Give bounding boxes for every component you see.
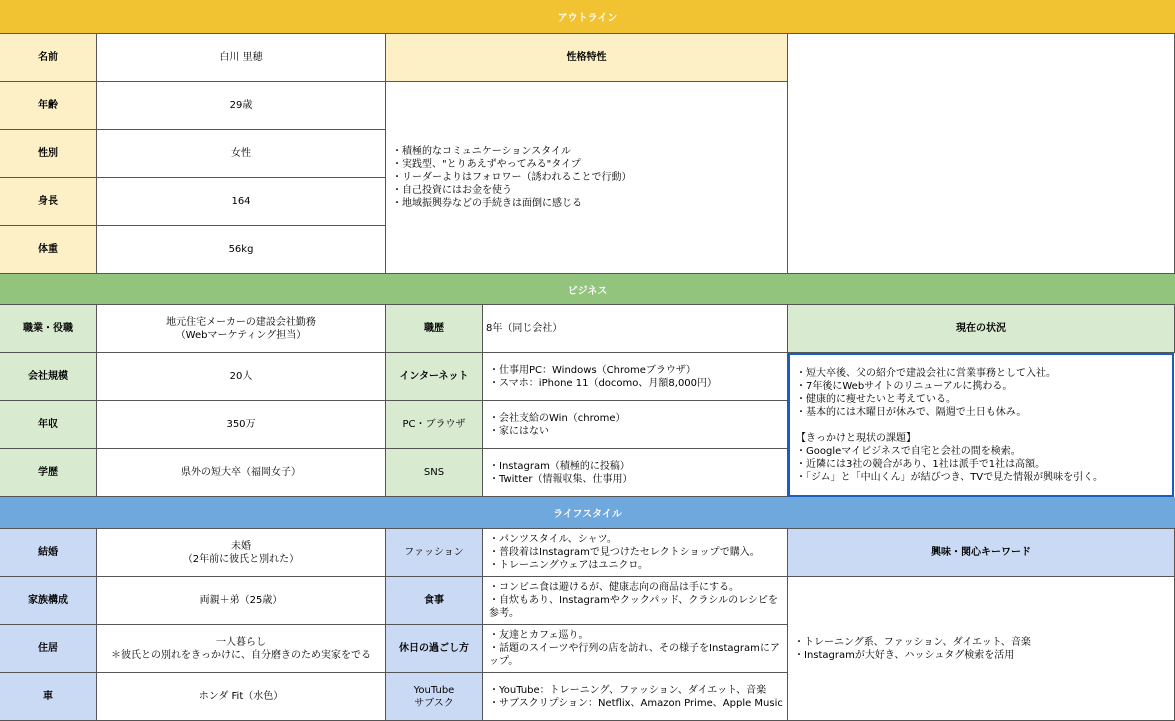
job-value[interactable]: 地元住宅メーカーの建設会社勤務 （Webマーケティング担当） xyxy=(97,305,386,353)
fashion-value[interactable]: ・パンツスタイル、シャツ。 ・普段着はInstagramで見つけたセレクトショップで購入。 ・トレーニングウェアはユニクロ。 xyxy=(483,529,788,577)
career-label[interactable]: 職歴 xyxy=(386,305,483,353)
car-label[interactable]: 車 xyxy=(0,673,97,721)
pc-value[interactable]: ・会社支給のWin（chrome） ・家にはない xyxy=(483,401,788,449)
residence-value[interactable]: 一人暮らし ＊彼氏との別れをきっかけに、自分磨きのため実家をでる xyxy=(97,625,386,673)
weight-value[interactable]: 56kg xyxy=(97,226,386,274)
family-label[interactable]: 家族構成 xyxy=(0,577,97,625)
job-label[interactable]: 職業・役職 xyxy=(0,305,97,353)
youtube-label[interactable]: YouTube サブスク xyxy=(386,673,483,721)
food-value[interactable]: ・コンビニ食は避けるが、健康志向の商品は手にする。 ・自炊もあり、Instagramやクックパッド、クラシルのレシピを参考。 xyxy=(483,577,788,625)
lifestyle-section-header[interactable]: ライフスタイル xyxy=(0,497,1175,529)
income-value[interactable]: 350万 xyxy=(97,401,386,449)
youtube-value[interactable]: ・YouTube：トレーニング、ファッション、ダイエット、音楽 ・サブスクリプション：Netflix、Amazon Prime、Apple Music xyxy=(483,673,788,721)
trait-header[interactable]: 性格特性 xyxy=(386,34,788,82)
outline-section-header[interactable]: アウトライン xyxy=(0,0,1175,34)
sns-value[interactable]: ・Instagram（積極的に投稿） ・Twitter（情報収集、仕事用） xyxy=(483,449,788,497)
family-value[interactable]: 両親＋弟（25歳） xyxy=(97,577,386,625)
name-label[interactable]: 名前 xyxy=(0,34,97,82)
fashion-label[interactable]: ファッション xyxy=(386,529,483,577)
education-value[interactable]: 県外の短大卒（福岡女子） xyxy=(97,449,386,497)
internet-value[interactable]: ・仕事用PC：Windows（Chromeブラウザ） ・スマホ：iPhone 11（docomo、月額8,000円） xyxy=(483,353,788,401)
interests-value[interactable]: ・トレーニング系、ファッション、ダイエット、音楽 ・Instagramが大好き、ハッシュタグ検索を活用 xyxy=(788,577,1175,721)
food-label[interactable]: 食事 xyxy=(386,577,483,625)
interest-header[interactable]: 興味・関心キーワード xyxy=(788,529,1175,577)
income-label[interactable]: 年収 xyxy=(0,401,97,449)
age-value[interactable]: 29歳 xyxy=(97,82,386,130)
education-label[interactable]: 学歴 xyxy=(0,449,97,497)
residence-label[interactable]: 住居 xyxy=(0,625,97,673)
holiday-value[interactable]: ・友達とカフェ巡り。 ・話題のスイーツや行列の店を訪れ、その様子をInstagramにアップ。 xyxy=(483,625,788,673)
pc-label[interactable]: PC・ブラウザ xyxy=(386,401,483,449)
sns-label[interactable]: SNS xyxy=(386,449,483,497)
company-size-label[interactable]: 会社規模 xyxy=(0,353,97,401)
height-label[interactable]: 身長 xyxy=(0,178,97,226)
marriage-label[interactable]: 結婚 xyxy=(0,529,97,577)
weight-label[interactable]: 体重 xyxy=(0,226,97,274)
career-value[interactable]: 8年（同じ会社） xyxy=(483,305,788,353)
gender-value[interactable]: 女性 xyxy=(97,130,386,178)
gender-label[interactable]: 性別 xyxy=(0,130,97,178)
car-value[interactable]: ホンダ Fit（水色） xyxy=(97,673,386,721)
status-header[interactable]: 現在の状況 xyxy=(788,305,1175,353)
age-label[interactable]: 年齢 xyxy=(0,82,97,130)
name-value[interactable]: 白川 里穂 xyxy=(97,34,386,82)
height-value[interactable]: 164 xyxy=(97,178,386,226)
status-value[interactable]: ・短大卒後、父の紹介で建設会社に営業事務として入社。 ・7年後にWebサイトのリニューアルに携わる。 ・健康的に痩せたいと考えている。 ・基本的には木曜日が休みで、隔週で土日も休み。 【きっかけと現状の課題】 ・Googleマイビジネスで自宅と会社の間を検索。 ・近隣には3社の競合があり、1社は派手で1社は高額。 ・「ジム」と「中山くん」が結びつき、TVで見た情報が興味を引く。 xyxy=(788,353,1174,497)
company-size-value[interactable]: 20人 xyxy=(97,353,386,401)
holiday-label[interactable]: 休日の過ごし方 xyxy=(386,625,483,673)
outline-empty-cell[interactable] xyxy=(788,34,1175,274)
marriage-value[interactable]: 未婚 （2年前に彼氏と別れた） xyxy=(97,529,386,577)
business-section-header[interactable]: ビジネス xyxy=(0,274,1175,305)
traits-value[interactable]: ・積極的なコミュニケーションスタイル ・実践型、"とりあえずやってみる"タイプ ・リーダーよりはフォロワー（誘われることで行動） ・自己投資にはお金を使う ・地域振興券などの手続きは面倒に感じる xyxy=(386,82,788,274)
internet-label[interactable]: インターネット xyxy=(386,353,483,401)
